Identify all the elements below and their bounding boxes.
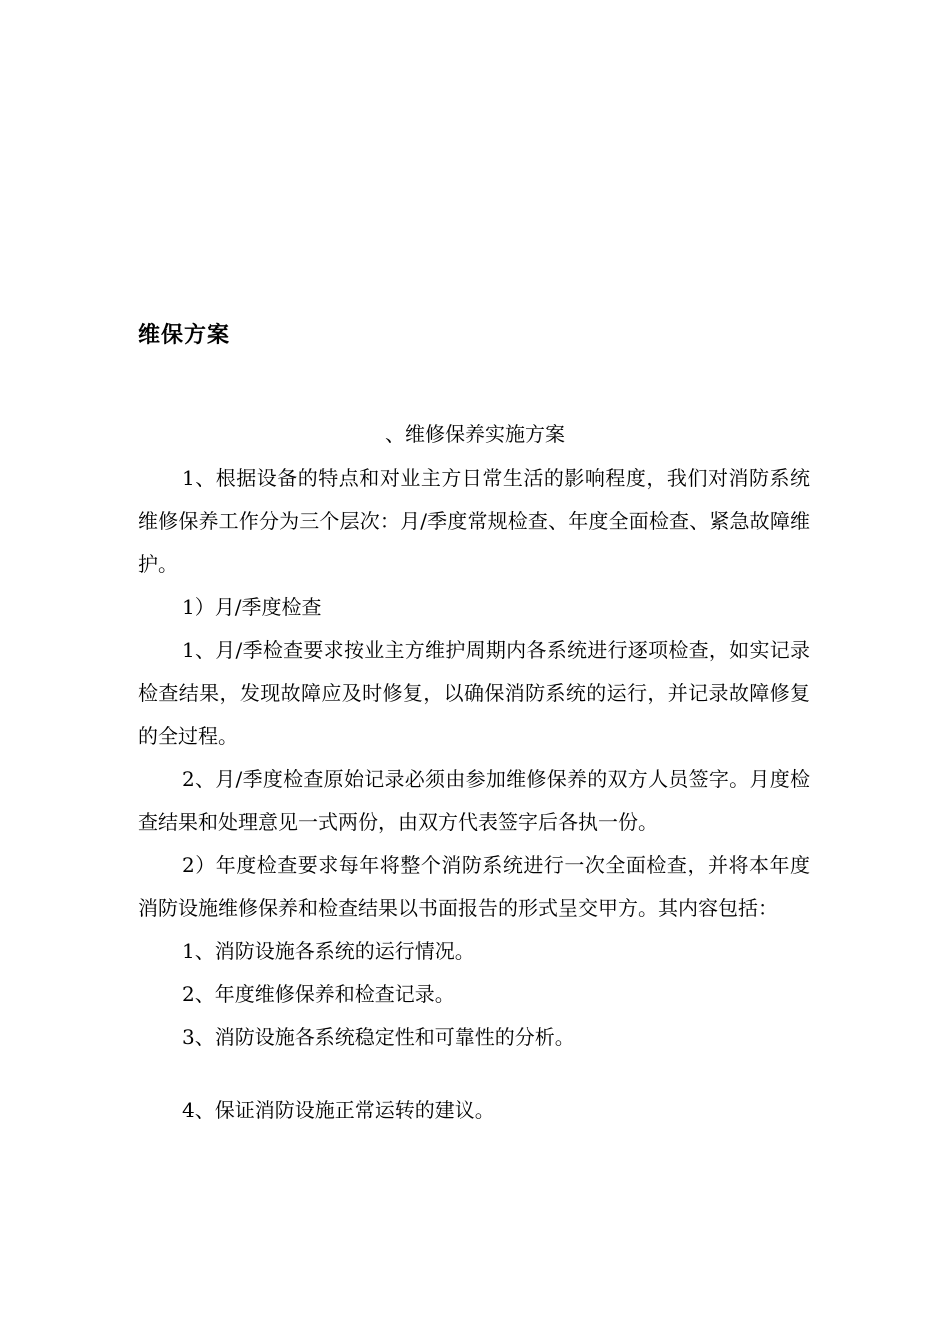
- paragraph-monthly-check-requirements: 1、月/季检查要求按业主方维护周期内各系统进行逐项检查，如实记录检查结果，发现故障应及时修复，以确保消防系统的运行，并记录故障修复的全过程。: [138, 638, 810, 748]
- paragraph-monthly-record-signature: 2、月/季度检查原始记录必须由参加维修保养的双方人员签字。月度检查结果和处理意见一式两份，由双方代表签字后各执一份。: [138, 767, 810, 834]
- paragraph-monthly-quarterly-heading: 1）月/季度检查: [182, 595, 322, 619]
- document-title: 维保方案: [138, 323, 231, 348]
- paragraph-maintenance-levels: 1、根据设备的特点和对业主方日常生活的影响程度，我们对消防系统维修保养工作分为三个层次：月/季度常规检查、年度全面检查、紧急故障维护。: [138, 466, 810, 576]
- document-body: [138, 457, 810, 1132]
- section-heading: 、维修保养实施方案: [385, 422, 565, 446]
- list-item-system-operation: 1、消防设施各系统的运行情况。: [182, 939, 475, 963]
- list-item-suggestions: 4、保证消防设施正常运转的建议。: [182, 1098, 495, 1122]
- paragraph-annual-check: 2）年度检查要求每年将整个消防系统进行一次全面检查，并将本年度消防设施维修保养和检查结果以书面报告的形式呈交甲方。其内容包括：: [138, 853, 810, 920]
- list-item-stability-analysis: 3、消防设施各系统稳定性和可靠性的分析。: [182, 1025, 575, 1049]
- list-item-annual-records: 2、年度维修保养和检查记录。: [182, 982, 455, 1006]
